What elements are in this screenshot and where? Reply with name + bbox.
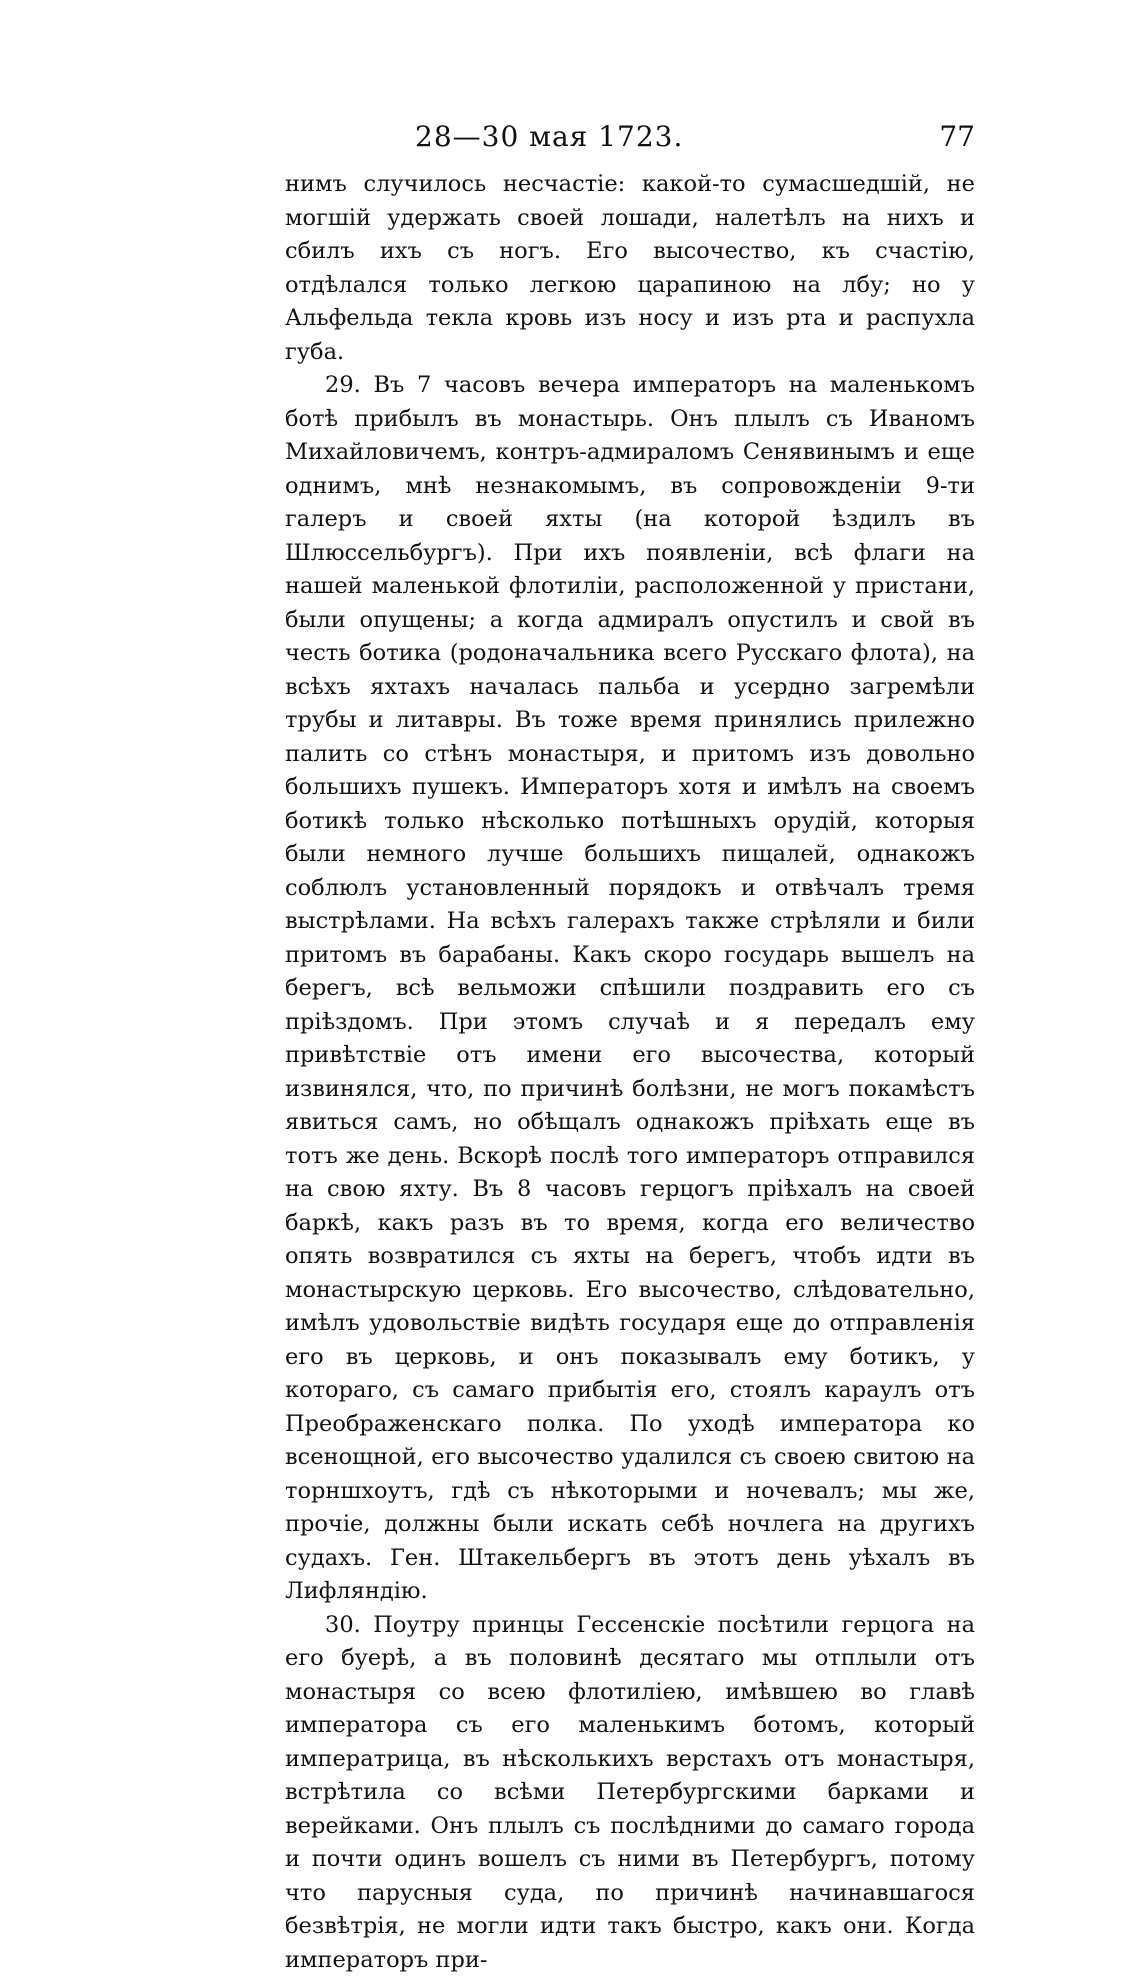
body-text [285, 168, 975, 1977]
running-head [285, 120, 975, 160]
paragraph-continuation: нимъ случилось несчастіе: какой-то сумасшедшій, не могшій удержать своей лошади, налетѣлъ на нихъ и сбилъ ихъ съ ногъ. Его высочество, къ счастію, отдѣлался только легкою царапиною на лбу; но у Альфельда текла кровь изъ носу и изъ рта и распухла губа. [285, 168, 975, 369]
paragraph-may-29: 29. Въ 7 часовъ вечера императоръ на маленькомъ ботѣ прибылъ въ монастырь. Онъ плылъ съ Иваномъ Михайловичемъ, контръ-адмираломъ Сенявинымъ и еще однимъ, мнѣ незнакомымъ, въ сопровожденіи 9-ти галеръ и своей яхты (на которой ѣздилъ въ Шлюссельбургъ). При ихъ появленіи, всѣ флаги на нашей маленькой флотиліи, расположенной у пристани, были опущены; а когда адмиралъ опустилъ и свой въ честь ботика (родоначальника всего Русскаго флота), на всѣхъ яхтахъ началась пальба и усердно загремѣли трубы и литавры. Въ тоже время принялись прилежно палить со стѣнъ монастыря, и притомъ изъ довольно большихъ пушекъ. Императоръ хотя и имѣлъ на своемъ ботикѣ только нѣсколько потѣшныхъ орудій, которыя были немного лучше большихъ пищалей, однакожъ соблюлъ установленный порядокъ и отвѣчалъ тремя выстрѣлами. На всѣхъ галерахъ также стрѣляли и били притомъ въ барабаны. Какъ скоро государь вышелъ на берегъ, всѣ вельможи спѣшили поздравить его съ пріѣздомъ. При этомъ случаѣ и я передалъ ему привѣтствіе отъ имени его высочества, который извинялся, что, по причинѣ болѣзни, не могъ покамѣстъ явиться самъ, но обѣщалъ однакожъ пріѣхать еще въ тотъ же день. Вскорѣ послѣ того императоръ отправился на свою яхту. Въ 8 часовъ герцогъ пріѣхалъ на своей баркѣ, какъ разъ въ то время, когда его величество опять возвратился съ яхты на берегъ, чтобъ идти въ монастырскую церковь. Его высочество, слѣдовательно, имѣлъ удовольствіе видѣть государя еще до отправленія его въ церковь, и онъ показывалъ ему ботикъ, у котораго, съ самаго прибытія его, стоялъ караулъ отъ Преображенскаго полка. По уходѣ императора ко всенощной, его высочество удалился съ своею свитою на торншхоутъ, гдѣ съ нѣкоторыми и ночевалъ; мы же, прочіе, должны были искать себѣ ночлега на другихъ судахъ. Ген. Штакельбергъ въ этотъ день уѣхалъ въ Лифляндію. [285, 369, 975, 1609]
page-number: 77 [939, 120, 975, 153]
page-header-date: 28—30 мая 1723. [415, 120, 683, 153]
paragraph-may-30: 30. Поутру принцы Гессенскіе посѣтили герцога на его буерѣ, а въ половинѣ десятаго мы отплыли отъ монастыря со всею флотиліею, имѣвшею во главѣ императора съ его маленькимъ ботомъ, который императрица, въ нѣсколькихъ верстахъ отъ монастыря, встрѣтила со всѣми Петербургскими барками и верейками. Онъ плылъ съ послѣдними до самаго города и почти одинъ вошелъ съ ними въ Петербургъ, потому что парусныя суда, по причинѣ начинавшагося безвѣтрія, не могли идти такъ быстро, какъ они. Когда императоръ при- [285, 1609, 975, 1977]
